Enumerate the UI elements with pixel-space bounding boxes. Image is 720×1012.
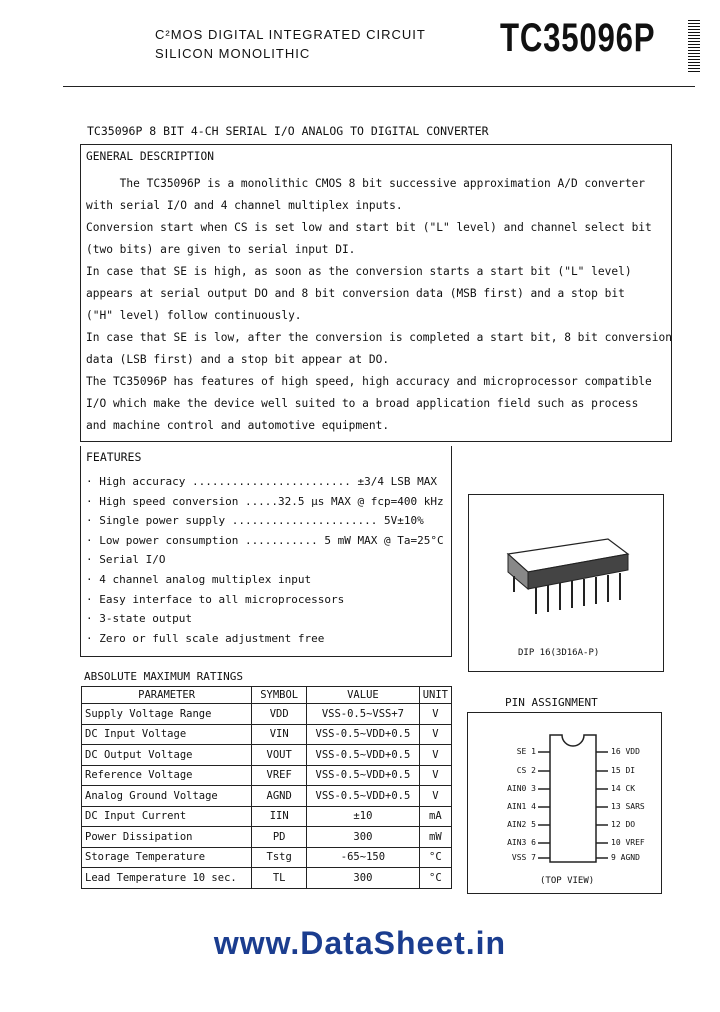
pin-left-label: AIN1 4 — [507, 802, 536, 811]
table-row — [82, 868, 452, 889]
dip16-package-icon — [468, 494, 662, 644]
param-cell: Analog Ground Voltage — [82, 786, 252, 807]
symbol-cell: AGND — [252, 786, 307, 807]
description-line: and machine control and automotive equipment. — [86, 419, 390, 432]
feature-item: · 4 channel analog multiplex input — [86, 572, 312, 586]
value-cell: ±10 — [307, 806, 420, 827]
pin-view-caption: (TOP VIEW) — [540, 876, 595, 886]
param-cell: Lead Temperature 10 sec. — [82, 868, 252, 889]
document-subtitle: TC35096P 8 BIT 4-CH SERIAL I/O ANALOG TO DIGITAL CONVERTER — [87, 124, 489, 138]
column-header: SYMBOL — [252, 687, 307, 704]
pin-right-label: 15 DI — [611, 766, 636, 775]
pin-right-label: 16 VDD — [611, 747, 640, 756]
table-row — [82, 765, 452, 786]
features-heading: FEATURES — [86, 450, 142, 464]
value-cell: 300 — [307, 827, 420, 848]
param-cell: DC Output Voltage — [82, 745, 252, 766]
value-cell: VSS-0.5∼VDD+0.5 — [307, 724, 420, 745]
symbol-cell: TL — [252, 868, 307, 889]
value-cell: VSS-0.5∼VDD+0.5 — [307, 786, 420, 807]
features-list — [86, 472, 444, 648]
header-line-1: C²MOS DIGITAL INTEGRATED CIRCUIT — [155, 27, 426, 42]
pin-right-label: 10 VREF — [611, 838, 645, 847]
pin-left-label: CS 2 — [516, 766, 536, 775]
feature-item: · Serial I/O — [86, 553, 166, 567]
unit-cell: V — [419, 786, 451, 807]
feature-item: · Low power consumption ........... 5 mW MAX @ Ta=25°C — [86, 533, 444, 547]
unit-cell: V — [419, 724, 451, 745]
description-line: data (LSB first) and a stop bit appear at DO. — [86, 353, 390, 366]
value-cell: VSS-0.5∼VDD+0.5 — [307, 745, 420, 766]
table-row — [82, 704, 452, 725]
value-cell: 300 — [307, 868, 420, 889]
param-cell: Storage Temperature — [82, 847, 252, 868]
unit-cell: °C — [419, 868, 451, 889]
description-line: (two bits) are given to serial input DI. — [86, 243, 356, 256]
table-row — [82, 827, 452, 848]
symbol-cell: VREF — [252, 765, 307, 786]
value-cell: VSS-0.5∼VSS+7 — [307, 704, 420, 725]
param-cell: Reference Voltage — [82, 765, 252, 786]
header-line-2: SILICON MONOLITHIC — [155, 46, 311, 61]
pin-left-label: AIN3 6 — [507, 838, 536, 847]
symbol-cell: VIN — [252, 724, 307, 745]
description-line: ("H" level) follow continuously. — [86, 309, 302, 322]
description-line: appears at serial output DO and 8 bit conversion data (MSB first) and a stop bit — [86, 287, 625, 300]
pin-right-label: 12 DO — [611, 820, 636, 829]
part-number-title: TC35096P — [500, 16, 656, 60]
description-line: The TC35096P has features of high speed, high accuracy and microprocessor compatible — [86, 375, 652, 388]
table-row — [82, 786, 452, 807]
column-header: UNIT — [419, 687, 451, 704]
feature-item: · High speed conversion .....32.5 μs MAX @ fcp=400 kHz — [86, 494, 444, 508]
feature-item: · 3-state output — [86, 612, 192, 626]
param-cell: DC Input Voltage — [82, 724, 252, 745]
description-line: In case that SE is low, after the conversion is completed a start bit, 8 bit conversion — [86, 331, 672, 344]
unit-cell: V — [419, 765, 451, 786]
pin-left-label: VSS 7 — [511, 853, 536, 862]
feature-item: · Zero or full scale adjustment free — [86, 631, 325, 645]
description-line: I/O which make the device well suited to a broad application field such as process — [86, 397, 639, 410]
feature-item: · High accuracy ........................ ±3/4 LSB MAX — [86, 475, 437, 488]
description-line: In case that SE is high, as soon as the conversion starts a start bit ("L" level) — [86, 265, 632, 278]
unit-cell: mA — [419, 806, 451, 827]
pin-assignment-heading: PIN ASSIGNMENT — [502, 696, 601, 709]
description-line: Conversion start when CS is set low and start bit ("L" level) and channel select bit — [86, 221, 652, 234]
description-line: The TC35096P is a monolithic CMOS 8 bit successive approximation A/D converter — [86, 177, 646, 190]
column-header: VALUE — [307, 687, 420, 704]
feature-item: · Single power supply ...................... 5V±10% — [86, 514, 424, 528]
param-cell: DC Input Current — [82, 806, 252, 827]
param-cell: Supply Voltage Range — [82, 704, 252, 725]
pin-right-label: 9 AGND — [611, 853, 640, 862]
symbol-cell: IIN — [252, 806, 307, 827]
general-description — [86, 147, 672, 437]
pin-left-label: SE 1 — [516, 747, 536, 756]
pin-left-label: AIN2 5 — [507, 820, 536, 829]
pin-right-label: 14 CK — [611, 784, 636, 793]
general-description-heading: GENERAL DESCRIPTION — [86, 150, 214, 163]
value-cell: -65∼150 — [307, 847, 420, 868]
ratings-table — [81, 686, 452, 889]
column-header: PARAMETER — [82, 687, 252, 704]
ratings-heading: ABSOLUTE MAXIMUM RATINGS — [84, 670, 243, 683]
value-cell: VSS-0.5∼VDD+0.5 — [307, 765, 420, 786]
unit-cell: mW — [419, 827, 451, 848]
package-caption: DIP 16(3D16A-P) — [518, 648, 600, 658]
pin-left-label: AIN0 3 — [507, 784, 536, 793]
symbol-cell: VDD — [252, 704, 307, 725]
unit-cell: °C — [419, 847, 451, 868]
symbol-cell: VOUT — [252, 745, 307, 766]
table-row — [82, 806, 452, 827]
pin-right-label: 13 SARS — [611, 802, 645, 811]
header-rule — [63, 86, 695, 87]
table-row — [82, 745, 452, 766]
page-tab-marker — [688, 20, 700, 72]
description-line: with serial I/O and 4 channel multiplex inputs. — [86, 199, 403, 212]
ratings-header-row — [82, 687, 452, 704]
ic-outline-icon — [538, 734, 608, 864]
symbol-cell: PD — [252, 827, 307, 848]
symbol-cell: Tstg — [252, 847, 307, 868]
unit-cell: V — [419, 704, 451, 725]
watermark-link[interactable]: www.DataSheet.in — [213, 925, 507, 961]
feature-item: · Easy interface to all microprocessors — [86, 592, 345, 606]
unit-cell: V — [419, 745, 451, 766]
param-cell: Power Dissipation — [82, 827, 252, 848]
table-row — [82, 724, 452, 745]
table-row — [82, 847, 452, 868]
